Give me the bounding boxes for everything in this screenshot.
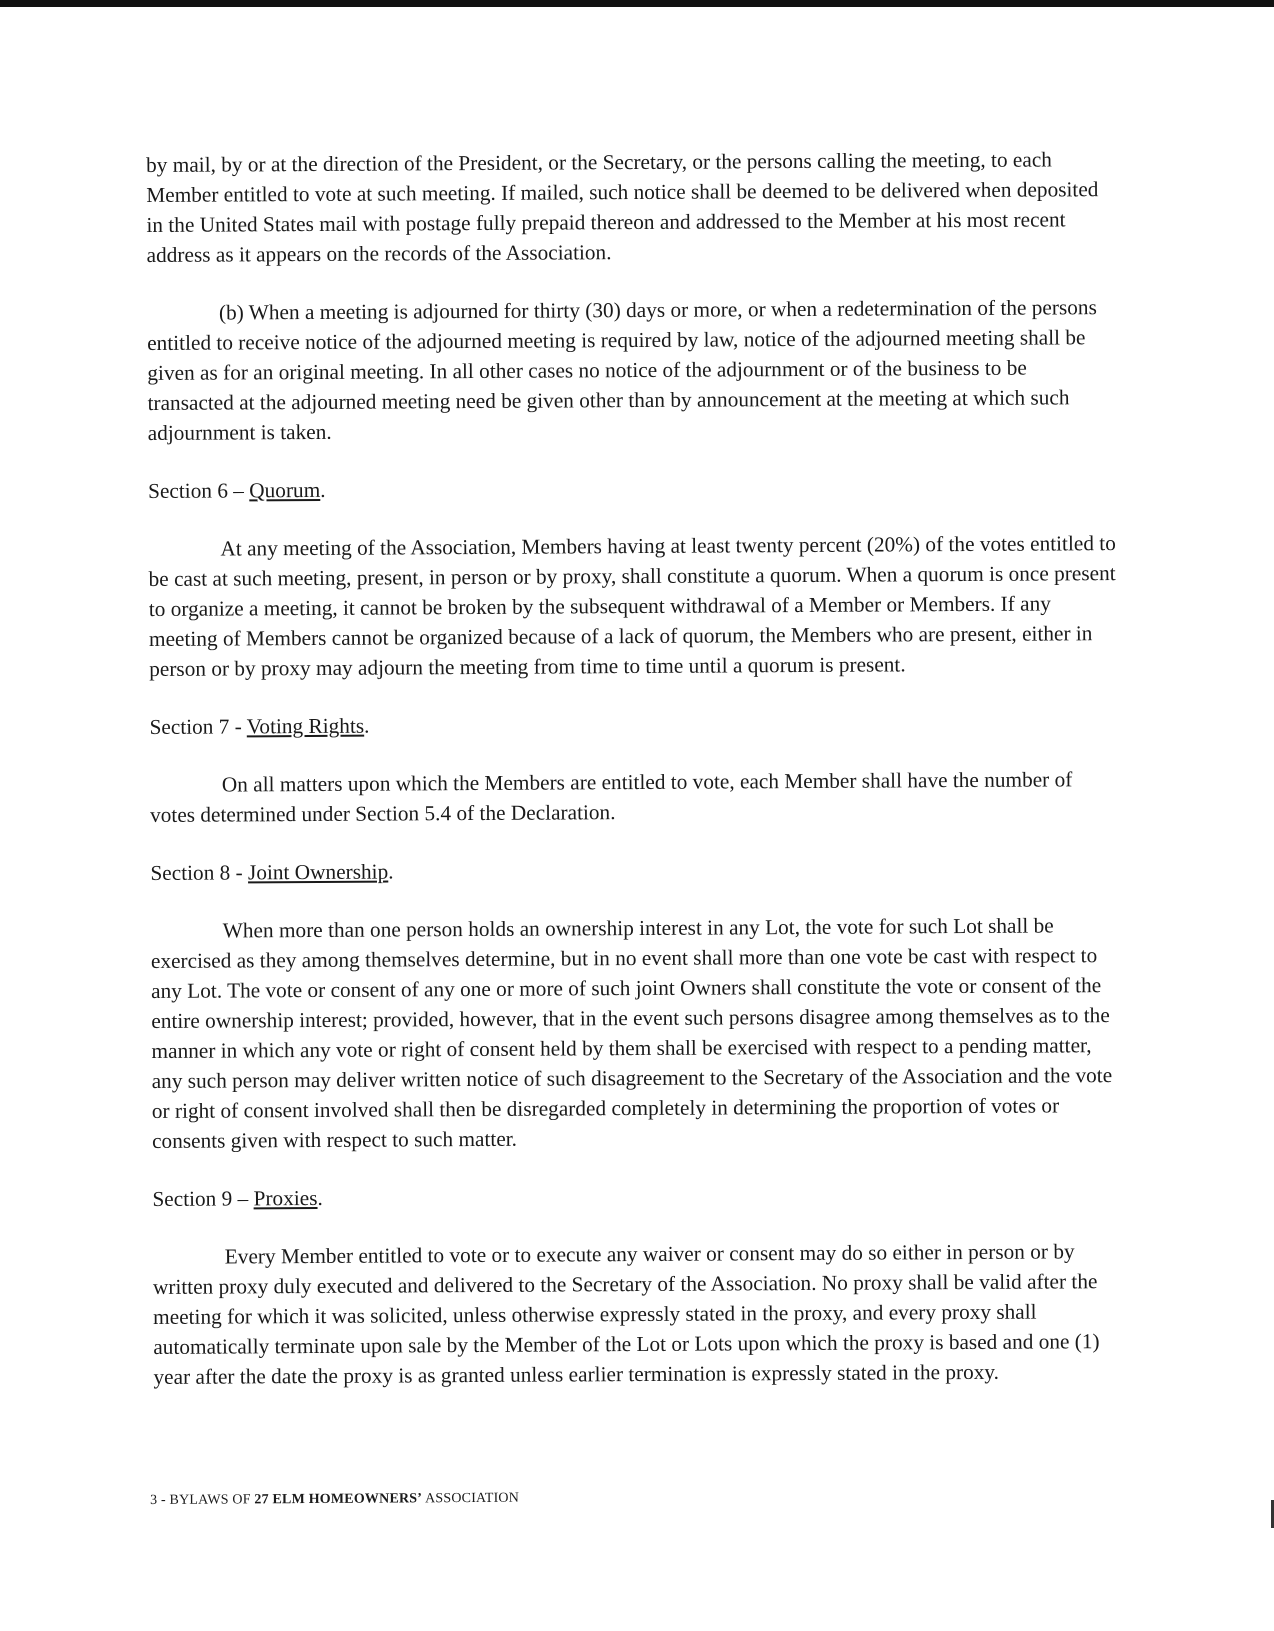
section-8-suffix: . bbox=[388, 859, 394, 884]
section-8-heading bbox=[150, 852, 1120, 888]
section-8-title: Joint Ownership bbox=[247, 859, 389, 885]
scan-top-edge bbox=[0, 0, 1274, 7]
section-9-suffix: . bbox=[317, 1185, 323, 1210]
section-6-prefix: Section 6 – bbox=[148, 478, 250, 503]
section-9-title: Proxies bbox=[253, 1185, 318, 1211]
document-page bbox=[146, 144, 1124, 1420]
footer-prefix: 3 - BYLAWS OF bbox=[150, 1492, 255, 1508]
footer-suffix: ASSOCIATION bbox=[422, 1490, 520, 1507]
section-7-prefix: Section 7 - bbox=[149, 714, 247, 739]
page-footer bbox=[150, 1491, 519, 1509]
section-7-suffix: . bbox=[364, 713, 370, 738]
paragraph-notice-delivery: by mail, by or at the direction of the President, or the Secretary, or the persons calling the meeting, to each Member entitled to vote at such meeting. If mailed, such notice shall be deemed to be delivered when deposited in the United States mail with postage fully prepaid thereon and addressed to the Member at his most recent address as it appears on the records of the Association. bbox=[146, 147, 1099, 267]
section-9-prefix: Section 9 – bbox=[152, 1186, 254, 1211]
section-6-title: Quorum bbox=[249, 477, 321, 503]
footer-association-name: 27 ELM HOMEOWNERS’ bbox=[254, 1491, 423, 1508]
section-9-body: Every Member entitled to vote or to execute any waiver or consent may do so either in person or by written proxy duly executed and delivered to the Secretary of the Association. No proxy shall be valid after the meeting for which it was solicited, unless otherwise expressly stated in the proxy, and every proxy shall automatically terminate upon sale by the Member of the Lot or Lots upon which the proxy is based and one (1) year after the date the proxy is as granted unless earlier termination is expressly stated in the proxy. bbox=[152, 1239, 1100, 1389]
section-6-suffix: . bbox=[320, 477, 326, 502]
section-7-body: On all matters upon which the Members are entitled to vote, each Member shall have the number of votes determined under Section 5.4 of the Declaration. bbox=[149, 767, 1073, 827]
paragraph-adjourned-meeting: (b) When a meeting is adjourned for thirty (30) days or more, or when a redetermination of the persons entitled to receive notice of the adjourned meeting is required by law, notice of the adjourned meeting shall be given as for an original meeting. In all other cases no notice of the adjournment or of the business to be transacted at the adjourned meeting need be given other than by announcement at the meeting at which such adjournment is taken. bbox=[147, 295, 1097, 445]
section-6-body: At any meeting of the Association, Members having at least twenty percent (20%) of the votes entitled to be cast at such meeting, present, in person or by proxy, shall constitute a quorum. When a quorum is once present to organize a meeting, it cannot be broken by the subsequent withdrawal of a Member or Members. If any meeting of Members cannot be organized because of a lack of quorum, the Members who are present, either in person or by proxy may adjourn the meeting from time to time until a quorum is present. bbox=[148, 531, 1116, 681]
section-7-title: Voting Rights bbox=[246, 713, 365, 739]
section-6-heading bbox=[148, 470, 1118, 506]
section-8-prefix: Section 8 - bbox=[150, 860, 249, 885]
section-8-body: When more than one person holds an ownership interest in any Lot, the vote for such Lot shall be exercised as they among themselves determine, but in no event shall more than one vote be cast with respect to any Lot. The vote or consent of any one or more of such joint Owners shall constitute the vote or consent of the entire ownership interest; provided, however, that in the event such persons disagree among themselves as to the manner in which any vote or right of consent held by them shall be exercised with respect to a pending matter, any such person may deliver written notice of such disagreement to the Secretary of the Association and the vote or right of consent involved shall then be disregarded completely in determining the proportion of votes or consents given with respect to such matter. bbox=[150, 913, 1113, 1153]
section-9-heading bbox=[152, 1178, 1122, 1214]
section-7-heading bbox=[149, 706, 1119, 742]
